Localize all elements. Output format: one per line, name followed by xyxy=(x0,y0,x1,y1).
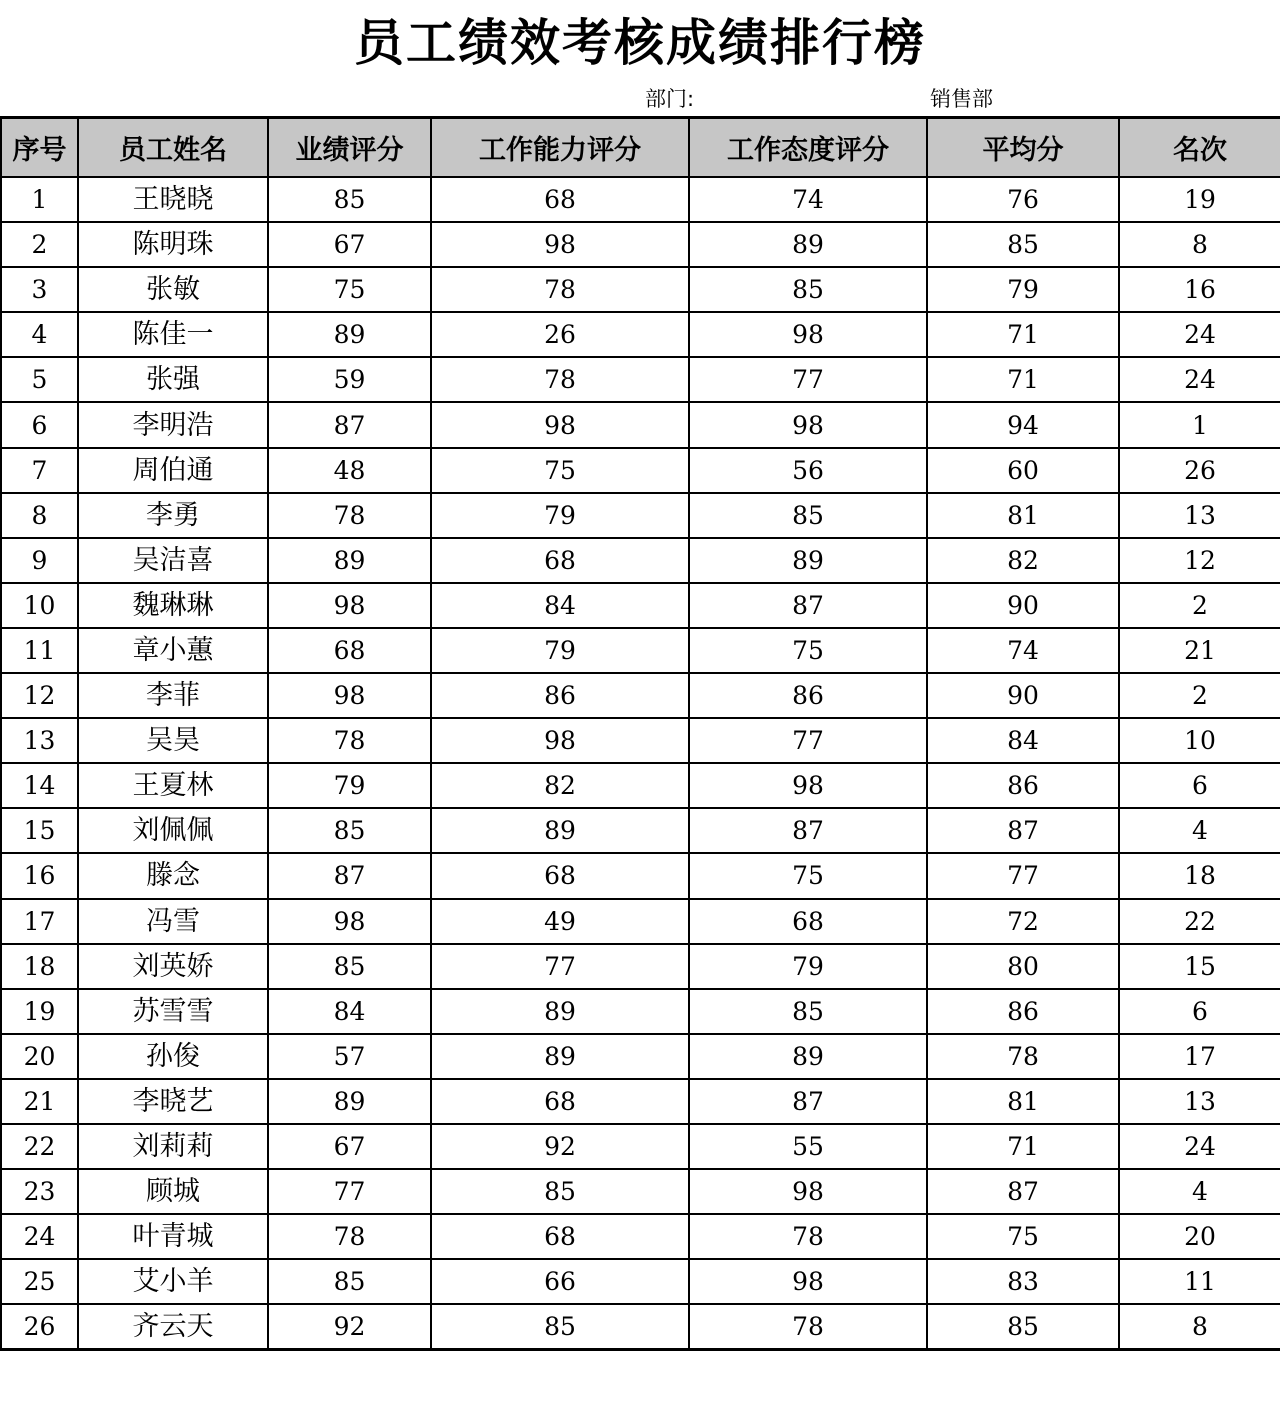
cell-attitude[interactable]: 68 xyxy=(689,899,927,944)
cell-performance[interactable]: 48 xyxy=(268,448,431,493)
column-header-rank[interactable]: 名次 xyxy=(1119,118,1280,178)
cell-name[interactable]: 张敏 xyxy=(78,267,268,312)
cell-rank[interactable]: 13 xyxy=(1119,1079,1280,1124)
table-row xyxy=(1,718,1280,763)
cell-no[interactable]: 14 xyxy=(1,763,78,808)
cell-attitude[interactable]: 89 xyxy=(689,538,927,583)
column-header-ability[interactable]: 工作能力评分 xyxy=(431,118,689,178)
cell-performance[interactable]: 67 xyxy=(268,1124,431,1169)
cell-ability[interactable]: 68 xyxy=(431,538,689,583)
cell-rank[interactable]: 15 xyxy=(1119,944,1280,989)
cell-rank[interactable]: 16 xyxy=(1119,267,1280,312)
table-row xyxy=(1,583,1280,628)
cell-attitude[interactable]: 78 xyxy=(689,1304,927,1350)
cell-performance[interactable]: 78 xyxy=(268,718,431,763)
cell-performance[interactable]: 79 xyxy=(268,763,431,808)
cell-no[interactable]: 24 xyxy=(1,1214,78,1259)
cell-no[interactable]: 25 xyxy=(1,1259,78,1304)
cell-average[interactable]: 79 xyxy=(927,267,1119,312)
cell-ability[interactable]: 86 xyxy=(431,673,689,718)
cell-performance[interactable]: 75 xyxy=(268,267,431,312)
table-row xyxy=(1,538,1280,583)
cell-attitude[interactable]: 98 xyxy=(689,1259,927,1304)
table-row xyxy=(1,853,1280,898)
table-row xyxy=(1,989,1280,1034)
cell-no[interactable]: 17 xyxy=(1,899,78,944)
cell-no[interactable]: 6 xyxy=(1,402,78,447)
cell-ability[interactable]: 84 xyxy=(431,583,689,628)
column-header-name[interactable]: 员工姓名 xyxy=(78,118,268,178)
cell-performance[interactable]: 77 xyxy=(268,1169,431,1214)
cell-performance[interactable]: 87 xyxy=(268,853,431,898)
cell-performance[interactable]: 85 xyxy=(268,808,431,853)
cell-no[interactable]: 5 xyxy=(1,357,78,402)
cell-average[interactable]: 75 xyxy=(927,1214,1119,1259)
table-row xyxy=(1,944,1280,989)
table-row xyxy=(1,1304,1280,1350)
table-row xyxy=(1,1214,1280,1259)
cell-ability[interactable]: 98 xyxy=(431,402,689,447)
cell-average[interactable]: 94 xyxy=(927,402,1119,447)
cell-rank[interactable]: 26 xyxy=(1119,448,1280,493)
department-label: 部门: xyxy=(645,87,695,111)
cell-performance[interactable]: 84 xyxy=(268,989,431,1034)
cell-average[interactable]: 76 xyxy=(927,177,1119,222)
table-row xyxy=(1,1169,1280,1214)
cell-performance[interactable]: 98 xyxy=(268,583,431,628)
cell-name[interactable]: 苏雪雪 xyxy=(78,989,268,1034)
cell-name[interactable]: 刘莉莉 xyxy=(78,1124,268,1169)
table-row xyxy=(1,222,1280,267)
cell-attitude[interactable]: 77 xyxy=(689,357,927,402)
column-header-performance[interactable]: 业绩评分 xyxy=(268,118,431,178)
cell-ability[interactable]: 49 xyxy=(431,899,689,944)
table-row xyxy=(1,628,1280,673)
cell-attitude[interactable]: 85 xyxy=(689,493,927,538)
cell-attitude[interactable]: 78 xyxy=(689,1214,927,1259)
cell-performance[interactable]: 68 xyxy=(268,628,431,673)
cell-no[interactable]: 21 xyxy=(1,1079,78,1124)
cell-rank[interactable]: 12 xyxy=(1119,538,1280,583)
cell-name[interactable]: 叶青城 xyxy=(78,1214,268,1259)
cell-rank[interactable]: 24 xyxy=(1119,357,1280,402)
cell-average[interactable]: 82 xyxy=(927,538,1119,583)
cell-rank[interactable]: 8 xyxy=(1119,222,1280,267)
cell-attitude[interactable]: 98 xyxy=(689,763,927,808)
column-header-no[interactable]: 序号 xyxy=(1,118,78,178)
cell-attitude[interactable]: 75 xyxy=(689,628,927,673)
cell-rank[interactable]: 24 xyxy=(1119,312,1280,357)
cell-attitude[interactable]: 87 xyxy=(689,1079,927,1124)
cell-average[interactable]: 85 xyxy=(927,1304,1119,1350)
table-row xyxy=(1,448,1280,493)
cell-name[interactable]: 王夏林 xyxy=(78,763,268,808)
cell-rank[interactable]: 24 xyxy=(1119,1124,1280,1169)
cell-average[interactable]: 72 xyxy=(927,899,1119,944)
cell-rank[interactable]: 19 xyxy=(1119,177,1280,222)
table-row xyxy=(1,357,1280,402)
cell-performance[interactable]: 78 xyxy=(268,1214,431,1259)
cell-no[interactable]: 10 xyxy=(1,583,78,628)
cell-average[interactable]: 87 xyxy=(927,808,1119,853)
cell-average[interactable]: 86 xyxy=(927,763,1119,808)
cell-performance[interactable]: 59 xyxy=(268,357,431,402)
cell-no[interactable]: 22 xyxy=(1,1124,78,1169)
cell-no[interactable]: 16 xyxy=(1,853,78,898)
cell-rank[interactable]: 10 xyxy=(1119,718,1280,763)
cell-average[interactable]: 87 xyxy=(927,1169,1119,1214)
cell-ability[interactable]: 85 xyxy=(431,1169,689,1214)
cell-rank[interactable]: 4 xyxy=(1119,1169,1280,1214)
cell-no[interactable]: 19 xyxy=(1,989,78,1034)
cell-attitude[interactable]: 86 xyxy=(689,673,927,718)
cell-no[interactable]: 8 xyxy=(1,493,78,538)
cell-performance[interactable]: 89 xyxy=(268,1079,431,1124)
cell-average[interactable]: 90 xyxy=(927,583,1119,628)
cell-attitude[interactable]: 89 xyxy=(689,1034,927,1079)
cell-no[interactable]: 12 xyxy=(1,673,78,718)
cell-attitude[interactable]: 98 xyxy=(689,1169,927,1214)
column-header-attitude[interactable]: 工作态度评分 xyxy=(689,118,927,178)
cell-performance[interactable]: 67 xyxy=(268,222,431,267)
cell-rank[interactable]: 17 xyxy=(1119,1034,1280,1079)
cell-name[interactable]: 滕念 xyxy=(78,853,268,898)
department-value: 销售部 xyxy=(930,87,993,111)
table-row xyxy=(1,763,1280,808)
column-header-average[interactable]: 平均分 xyxy=(927,118,1119,178)
cell-name[interactable]: 陈佳一 xyxy=(78,312,268,357)
cell-performance[interactable]: 89 xyxy=(268,538,431,583)
cell-name[interactable]: 张强 xyxy=(78,357,268,402)
cell-attitude[interactable]: 87 xyxy=(689,808,927,853)
cell-no[interactable]: 1 xyxy=(1,177,78,222)
table-body xyxy=(1,177,1280,1350)
cell-attitude[interactable]: 56 xyxy=(689,448,927,493)
cell-attitude[interactable]: 79 xyxy=(689,944,927,989)
cell-performance[interactable]: 98 xyxy=(268,899,431,944)
table-row xyxy=(1,312,1280,357)
cell-average[interactable]: 60 xyxy=(927,448,1119,493)
cell-performance[interactable]: 85 xyxy=(268,177,431,222)
cell-attitude[interactable]: 98 xyxy=(689,312,927,357)
cell-ability[interactable]: 66 xyxy=(431,1259,689,1304)
cell-average[interactable]: 77 xyxy=(927,853,1119,898)
page-title: 员工绩效考核成绩排行榜 xyxy=(354,13,926,72)
cell-ability[interactable]: 89 xyxy=(431,989,689,1034)
cell-attitude[interactable]: 74 xyxy=(689,177,927,222)
cell-no[interactable]: 7 xyxy=(1,448,78,493)
cell-no[interactable]: 4 xyxy=(1,312,78,357)
cell-rank[interactable]: 8 xyxy=(1119,1304,1280,1350)
cell-name[interactable]: 孙俊 xyxy=(78,1034,268,1079)
header-row xyxy=(1,118,1280,178)
cell-attitude[interactable]: 55 xyxy=(689,1124,927,1169)
cell-rank[interactable]: 20 xyxy=(1119,1214,1280,1259)
cell-name[interactable]: 魏琳琳 xyxy=(78,583,268,628)
cell-rank[interactable]: 13 xyxy=(1119,493,1280,538)
cell-attitude[interactable]: 98 xyxy=(689,402,927,447)
cell-name[interactable]: 艾小羊 xyxy=(78,1259,268,1304)
cell-average[interactable]: 74 xyxy=(927,628,1119,673)
cell-performance[interactable]: 98 xyxy=(268,673,431,718)
cell-name[interactable]: 吴洁喜 xyxy=(78,538,268,583)
cell-performance[interactable]: 85 xyxy=(268,1259,431,1304)
cell-average[interactable]: 71 xyxy=(927,1124,1119,1169)
cell-average[interactable]: 84 xyxy=(927,718,1119,763)
cell-ability[interactable]: 98 xyxy=(431,718,689,763)
table-row xyxy=(1,1259,1280,1304)
table-row xyxy=(1,402,1280,447)
cell-ability[interactable]: 89 xyxy=(431,1034,689,1079)
cell-name[interactable]: 吴昊 xyxy=(78,718,268,763)
table-row xyxy=(1,1079,1280,1124)
cell-attitude[interactable]: 85 xyxy=(689,989,927,1034)
table-row xyxy=(1,808,1280,853)
cell-no[interactable]: 20 xyxy=(1,1034,78,1079)
table-row xyxy=(1,267,1280,312)
cell-average[interactable]: 86 xyxy=(927,989,1119,1034)
cell-average[interactable]: 81 xyxy=(927,1079,1119,1124)
cell-ability[interactable]: 68 xyxy=(431,853,689,898)
cell-name[interactable]: 顾城 xyxy=(78,1169,268,1214)
cell-average[interactable]: 83 xyxy=(927,1259,1119,1304)
table-row xyxy=(1,673,1280,718)
cell-name[interactable]: 刘英娇 xyxy=(78,944,268,989)
cell-no[interactable]: 23 xyxy=(1,1169,78,1214)
cell-no[interactable]: 3 xyxy=(1,267,78,312)
cell-average[interactable]: 78 xyxy=(927,1034,1119,1079)
cell-performance[interactable]: 57 xyxy=(268,1034,431,1079)
cell-ability[interactable]: 92 xyxy=(431,1124,689,1169)
cell-no[interactable]: 18 xyxy=(1,944,78,989)
cell-performance[interactable]: 85 xyxy=(268,944,431,989)
cell-ability[interactable]: 77 xyxy=(431,944,689,989)
cell-rank[interactable]: 22 xyxy=(1119,899,1280,944)
cell-name[interactable]: 冯雪 xyxy=(78,899,268,944)
cell-ability[interactable]: 26 xyxy=(431,312,689,357)
cell-name[interactable]: 刘佩佩 xyxy=(78,808,268,853)
cell-no[interactable]: 26 xyxy=(1,1304,78,1350)
cell-name[interactable]: 周伯通 xyxy=(78,448,268,493)
table-row xyxy=(1,899,1280,944)
table-row xyxy=(1,177,1280,222)
cell-attitude[interactable]: 77 xyxy=(689,718,927,763)
cell-ability[interactable]: 82 xyxy=(431,763,689,808)
cell-ability[interactable]: 78 xyxy=(431,267,689,312)
table-row xyxy=(1,1124,1280,1169)
cell-rank[interactable]: 18 xyxy=(1119,853,1280,898)
cell-performance[interactable]: 78 xyxy=(268,493,431,538)
cell-no[interactable]: 11 xyxy=(1,628,78,673)
cell-name[interactable]: 李勇 xyxy=(78,493,268,538)
score-table xyxy=(0,116,1280,1351)
cell-name[interactable]: 章小蕙 xyxy=(78,628,268,673)
cell-ability[interactable]: 75 xyxy=(431,448,689,493)
cell-no[interactable]: 9 xyxy=(1,538,78,583)
cell-rank[interactable]: 6 xyxy=(1119,989,1280,1034)
table-row xyxy=(1,493,1280,538)
cell-no[interactable]: 13 xyxy=(1,718,78,763)
cell-no[interactable]: 2 xyxy=(1,222,78,267)
cell-no[interactable]: 15 xyxy=(1,808,78,853)
cell-ability[interactable]: 68 xyxy=(431,177,689,222)
cell-attitude[interactable]: 85 xyxy=(689,267,927,312)
cell-average[interactable]: 90 xyxy=(927,673,1119,718)
cell-rank[interactable]: 11 xyxy=(1119,1259,1280,1304)
cell-ability[interactable]: 68 xyxy=(431,1079,689,1124)
cell-attitude[interactable]: 75 xyxy=(689,853,927,898)
cell-name[interactable]: 陈明珠 xyxy=(78,222,268,267)
cell-name[interactable]: 齐云天 xyxy=(78,1304,268,1350)
cell-ability[interactable]: 79 xyxy=(431,628,689,673)
cell-rank[interactable]: 21 xyxy=(1119,628,1280,673)
cell-performance[interactable]: 89 xyxy=(268,312,431,357)
cell-name[interactable]: 李菲 xyxy=(78,673,268,718)
cell-ability[interactable]: 79 xyxy=(431,493,689,538)
cell-rank[interactable]: 1 xyxy=(1119,402,1280,447)
cell-average[interactable]: 80 xyxy=(927,944,1119,989)
cell-name[interactable]: 李晓艺 xyxy=(78,1079,268,1124)
cell-ability[interactable]: 78 xyxy=(431,357,689,402)
cell-attitude[interactable]: 89 xyxy=(689,222,927,267)
cell-performance[interactable]: 87 xyxy=(268,402,431,447)
table-row xyxy=(1,1034,1280,1079)
cell-ability[interactable]: 85 xyxy=(431,1304,689,1350)
cell-attitude[interactable]: 87 xyxy=(689,583,927,628)
cell-average[interactable]: 71 xyxy=(927,312,1119,357)
cell-name[interactable]: 王晓晓 xyxy=(78,177,268,222)
cell-ability[interactable]: 98 xyxy=(431,222,689,267)
cell-rank[interactable]: 4 xyxy=(1119,808,1280,853)
cell-average[interactable]: 81 xyxy=(927,493,1119,538)
cell-performance[interactable]: 92 xyxy=(268,1304,431,1350)
cell-name[interactable]: 李明浩 xyxy=(78,402,268,447)
cell-ability[interactable]: 68 xyxy=(431,1214,689,1259)
cell-average[interactable]: 85 xyxy=(927,222,1119,267)
cell-rank[interactable]: 6 xyxy=(1119,763,1280,808)
cell-rank[interactable]: 2 xyxy=(1119,673,1280,718)
cell-average[interactable]: 71 xyxy=(927,357,1119,402)
cell-rank[interactable]: 2 xyxy=(1119,583,1280,628)
cell-ability[interactable]: 89 xyxy=(431,808,689,853)
